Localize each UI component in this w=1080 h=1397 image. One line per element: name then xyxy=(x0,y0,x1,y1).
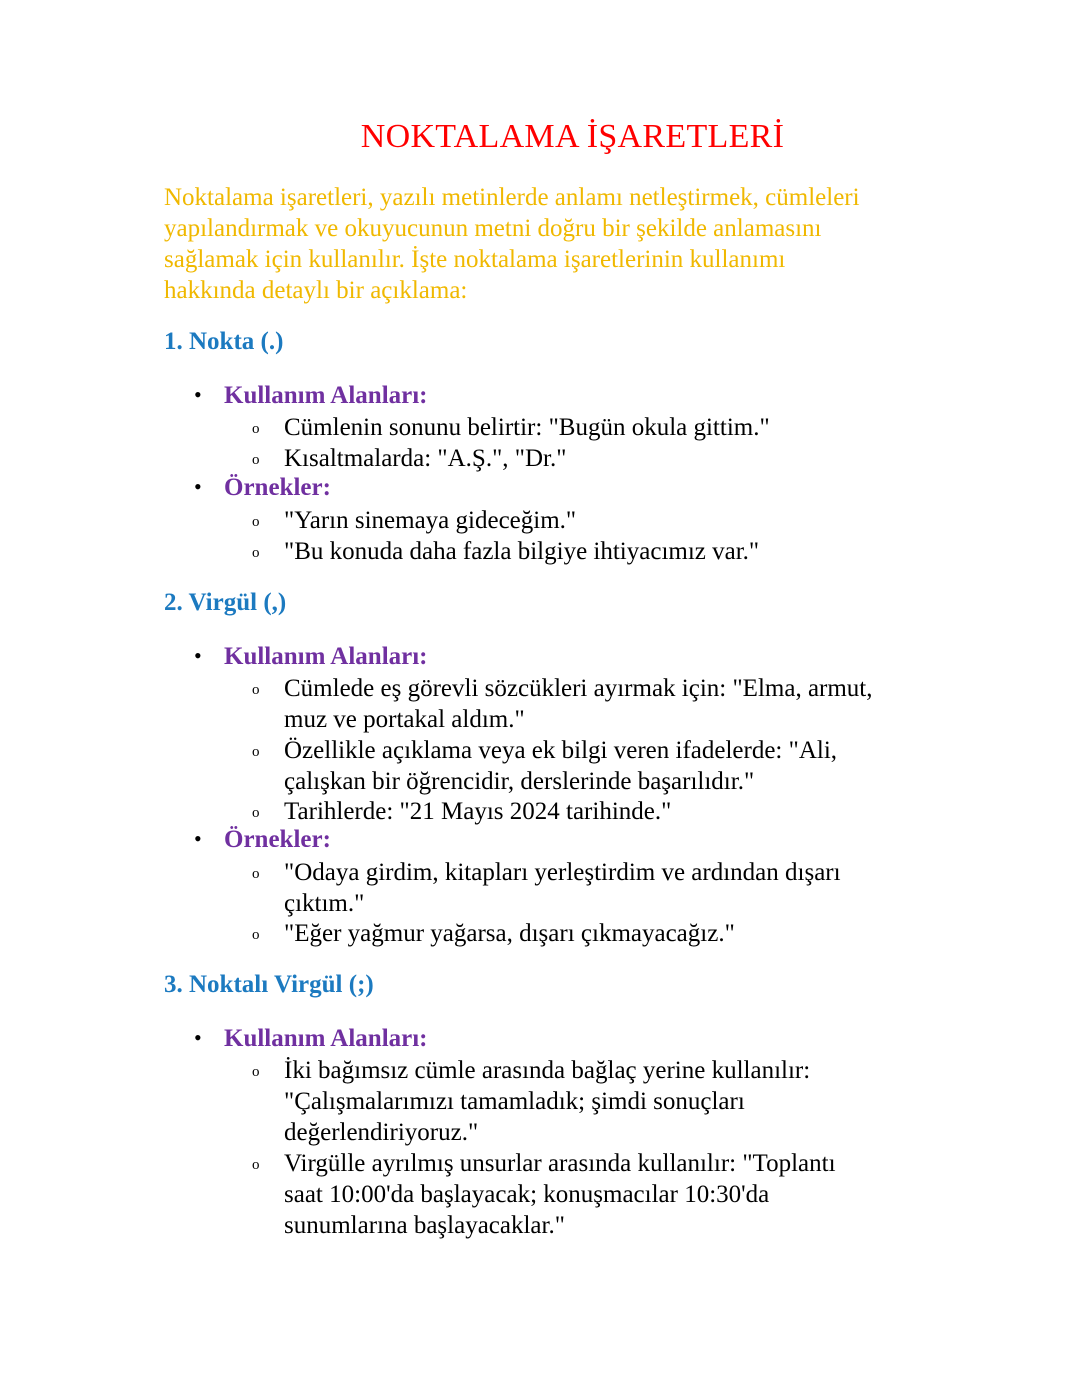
bullet-dot: • xyxy=(194,1025,202,1050)
bullet-dot: • xyxy=(194,643,202,668)
intro-line: sağlamak için kullanılır. İşte noktalama işaretlerinin kullanımı xyxy=(164,246,786,273)
list-item-text: muz ve portakal aldım." xyxy=(284,706,525,733)
sub-bullet-circle: o xyxy=(252,1157,260,1173)
list-item-text: "Odaya girdim, kitapları yerleştirdim ve ardından dışarı xyxy=(284,859,841,886)
sub-bullet-circle: o xyxy=(252,545,260,561)
sub-bullet-circle: o xyxy=(252,927,260,943)
sub-bullet-circle: o xyxy=(252,452,260,468)
subsection-label: Örnekler: xyxy=(224,826,331,853)
list-item-text: "Bu konuda daha fazla bilgiye ihtiyacımız var." xyxy=(284,538,760,565)
section-heading-nokta: 1. Nokta (.) xyxy=(164,328,284,355)
sub-bullet-circle: o xyxy=(252,514,260,530)
sub-bullet-circle: o xyxy=(252,805,260,821)
list-item-text: çıktım." xyxy=(284,890,365,917)
subsection-label: Kullanım Alanları: xyxy=(224,1025,428,1052)
bullet-dot: • xyxy=(194,382,202,407)
intro-paragraph xyxy=(164,182,934,306)
bullet-dot: • xyxy=(194,826,202,851)
page-title: NOKTALAMA İŞARETLERİ xyxy=(360,118,785,155)
section-heading-noktali-virgul: 3. Noktalı Virgül (;) xyxy=(164,971,374,998)
subsection-label: Kullanım Alanları: xyxy=(224,382,428,409)
list-item-text: Virgülle ayrılmış unsurlar arasında kullanılır: "Toplantı xyxy=(284,1150,836,1177)
list-item-text: Kısaltmalarda: "A.Ş.", "Dr." xyxy=(284,445,567,472)
list-item-text: Özellikle açıklama veya ek bilgi veren ifadelerde: "Ali, xyxy=(284,737,838,764)
list-item-text: değerlendiriyoruz." xyxy=(284,1119,479,1146)
sub-bullet-circle: o xyxy=(252,744,260,760)
list-item-text: saat 10:00'da başlayacak; konuşmacılar 10:30'da xyxy=(284,1181,770,1208)
list-item-text: "Eğer yağmur yağarsa, dışarı çıkmayacağız." xyxy=(284,920,735,947)
list-item-text: sunumlarına başlayacaklar." xyxy=(284,1212,565,1239)
section-heading-virgul: 2. Virgül (,) xyxy=(164,589,287,616)
list-item-text: "Yarın sinemaya gideceğim." xyxy=(284,507,577,534)
sub-bullet-circle: o xyxy=(252,866,260,882)
list-item-text: Cümlenin sonunu belirtir: "Bugün okula gittim." xyxy=(284,414,770,441)
sub-bullet-circle: o xyxy=(252,421,260,437)
subsection-label: Kullanım Alanları: xyxy=(224,643,428,670)
intro-line: yapılandırmak ve okuyucunun metni doğru bir şekilde anlamasını xyxy=(164,215,822,242)
list-item-text: Tarihlerde: "21 Mayıs 2024 tarihinde." xyxy=(284,798,672,825)
sub-bullet-circle: o xyxy=(252,1064,260,1080)
intro-line: hakkında detaylı bir açıklama: xyxy=(164,277,468,304)
list-item-text: Cümlede eş görevli sözcükleri ayırmak için: "Elma, armut, xyxy=(284,675,873,702)
list-item-text: çalışkan bir öğrencidir, derslerinde başarılıdır." xyxy=(284,768,755,795)
subsection-label: Örnekler: xyxy=(224,474,331,501)
bullet-dot: • xyxy=(194,474,202,499)
intro-line: Noktalama işaretleri, yazılı metinlerde anlamı netleştirmek, cümleleri xyxy=(164,184,860,211)
sub-bullet-circle: o xyxy=(252,682,260,698)
list-item-text: İki bağımsız cümle arasında bağlaç yerine kullanılır: xyxy=(284,1057,811,1084)
list-item-text: "Çalışmalarımızı tamamladık; şimdi sonuçları xyxy=(284,1088,745,1115)
